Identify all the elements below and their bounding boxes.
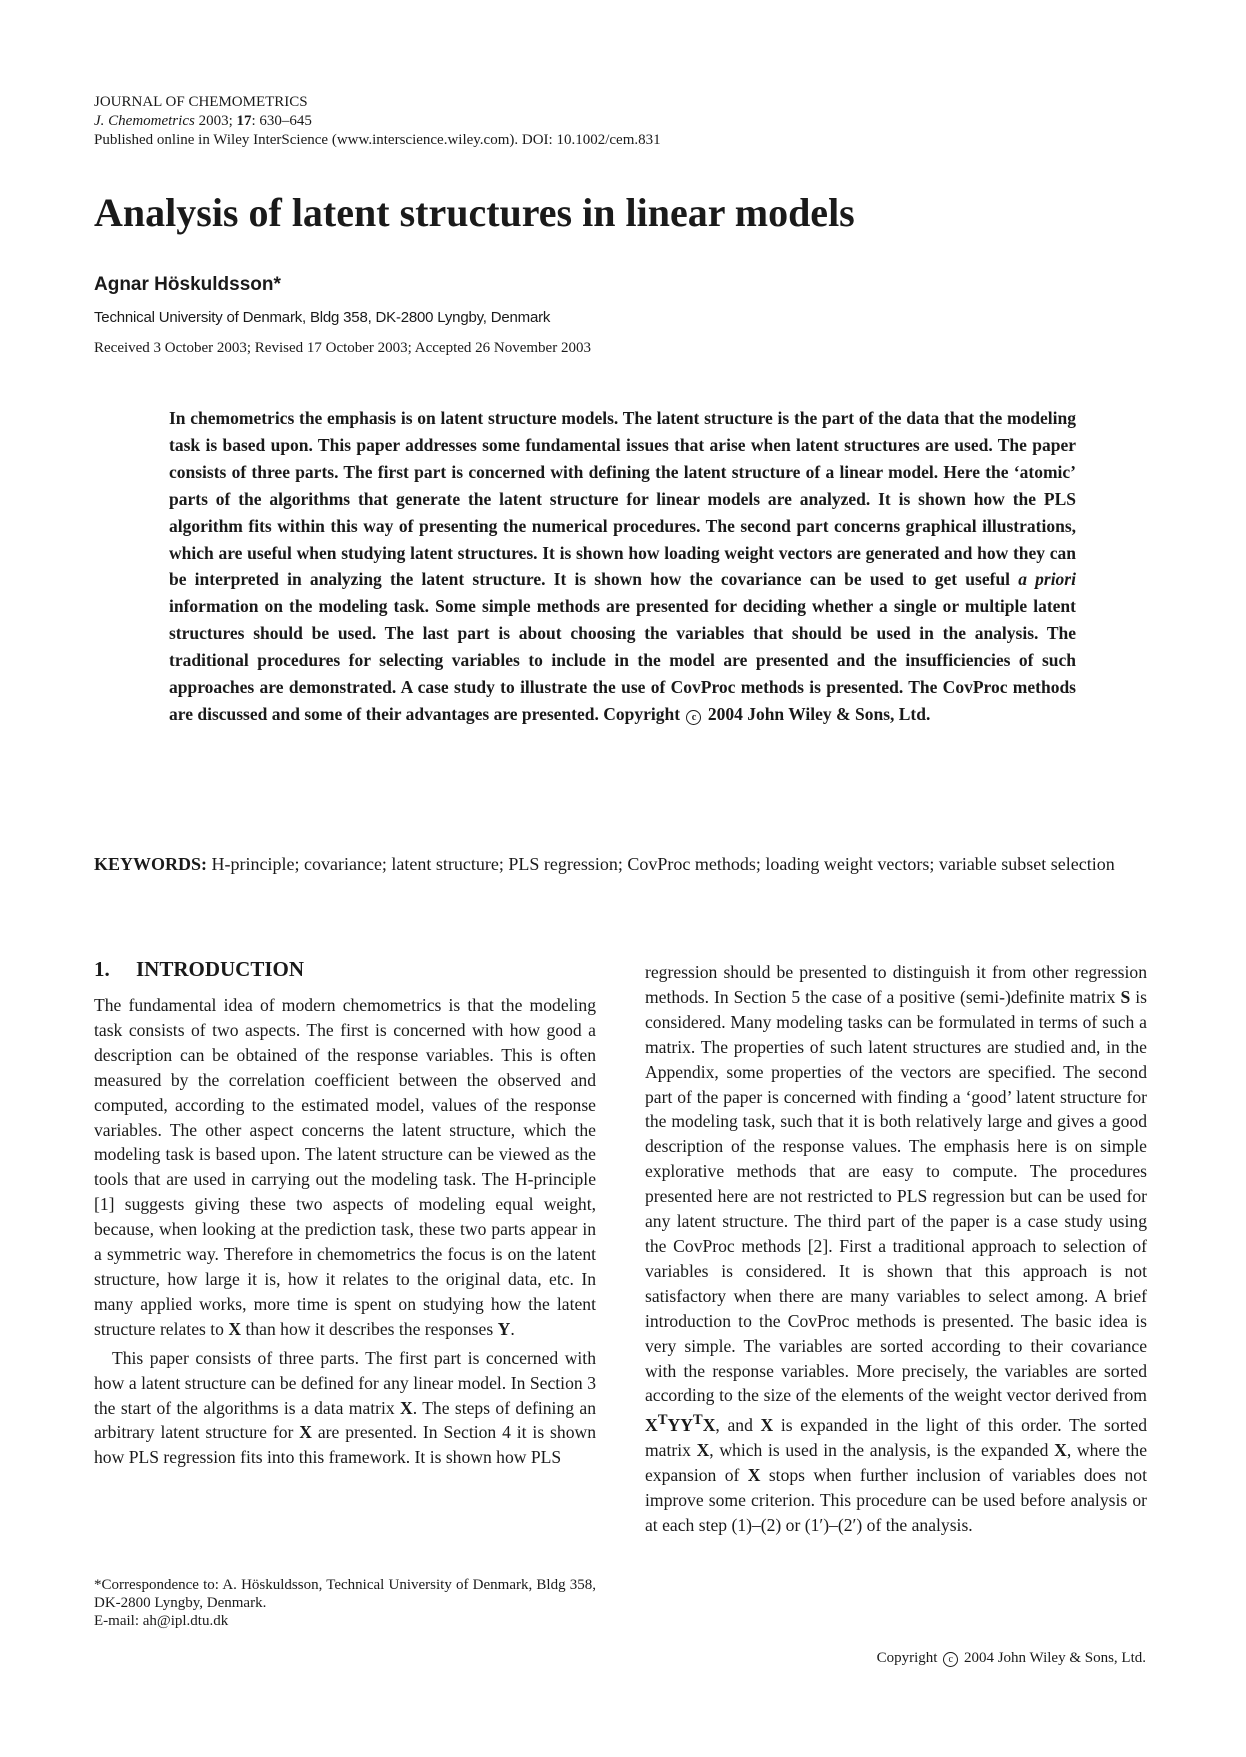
footnote-email: E-mail: ah@ipl.dtu.dk xyxy=(94,1613,229,1629)
correspondence-footnote xyxy=(94,1576,596,1630)
matrix-y: Y xyxy=(497,1318,511,1339)
abstract xyxy=(169,405,1076,728)
intro-p1-text: The fundamental idea of modern chemometrics is that the modeling task consists of two aspects. The first is concerned with how good a description can be obtained of the response variables. This is often measured by the correlation coefficient between the observed and computed, according to the estimated model, values of the response variables. The other aspect concerns the latent structure, which the modeling task is based upon. The latent structure can be viewed as the tools that are used in carrying out the modeling task. The H-principle [1] suggests giving these two aspects of modeling equal weight, because, when looking at the prediction task, these two parts appear in a symmetric way. Therefore in chemometrics the focus is on the latent structure, how large it is, how it relates to the original data, etc. In many applied works, more time is spent on studying how the latent structure relates to xyxy=(94,995,596,1339)
journal-header xyxy=(94,93,661,150)
right-column xyxy=(645,960,1147,1538)
section-number: 1. xyxy=(94,957,110,981)
abstract-text-2: information on the modeling task. Some simple methods are presented for deciding whether a single or multiple latent structures should be used. The last part is about choosing the variables that should be used in the analysis. The traditional procedures for selecting variables to include in the model are presented and the insufficiencies of such approaches are demonstrated. A case study to illustrate the use of CovProc methods is presented. The CovProc methods are discussed and some of their advantages are presented. Copyright xyxy=(169,596,1076,724)
author-name: Agnar Höskuldsson* xyxy=(94,274,281,295)
intro-p1-text-2: than how it describes the responses xyxy=(241,1318,498,1339)
section-title: INTRODUCTION xyxy=(136,957,305,981)
section-heading xyxy=(94,955,596,983)
citation-pages: : 630–645 xyxy=(251,113,312,129)
intro-p3-text-2: is considered. Many modeling tasks can be formulated in terms of such a matrix. The properties of such latent structures are studied and, in the Appendix, some properties of the vectors are specified. The second part of the paper is concerned with finding a ‘good’ latent structure for the modeling task, such that it is both relatively large and gives a good description of the response values. The emphasis here is on simple explorative methods that are easy to compute. The procedures presented here are not restricted to PLS regression but can be used for any latent structure. The third part of the paper is a case study using the CovProc methods [2]. First a traditional approach to selection of variables is considered. It is shown that this approach is not satisfactory when there are many variables to select among. A brief introduction to the CovProc methods is presented. The basic idea is very simple. The variables are sorted according to their covariance with the response variables. More precisely, the variables are sorted according to the size of the elements of the weight vector derived from xyxy=(645,986,1147,1406)
matrix-x: X xyxy=(702,1415,716,1436)
intro-p3-text-3: , and xyxy=(715,1415,761,1436)
matrix-s: S xyxy=(1120,986,1131,1007)
intro-p3-text: regression should be presented to distinguish it from other regression methods. In Section 5 the case of a positive (semi-)definite matrix xyxy=(645,962,1147,1007)
intro-p2-text: This paper consists of three parts. The first part is concerned with how a latent structure can be defined for any linear model. In Section 3 the start of the algorithms is a data matrix xyxy=(94,1347,596,1418)
journal-name: JOURNAL OF CHEMOMETRICS xyxy=(94,94,308,110)
copyright-suffix: 2004 John Wiley & Sons, Ltd. xyxy=(960,1650,1146,1666)
intro-p2-text-3: are presented. In Section 4 it is shown how PLS regression fits into this framework. It is shown how PLS xyxy=(94,1422,596,1468)
intro-paragraph-1 xyxy=(94,993,596,1342)
intro-paragraph-2-continued xyxy=(645,960,1147,1538)
left-column xyxy=(94,955,596,1470)
transpose-superscript: T xyxy=(692,1412,703,1429)
matrix-yy: YY xyxy=(667,1415,693,1436)
author-affiliation: Technical University of Denmark, Bldg 358, DK-2800 Lyngby, Denmark xyxy=(94,309,551,326)
footnote-address: *Correspondence to: A. Höskuldsson, Technical University of Denmark, Bldg 358, DK-2800 Lyngby, Denmark. xyxy=(94,1577,596,1611)
copyright-symbol-icon: c xyxy=(686,710,701,725)
matrix-x: X xyxy=(1054,1440,1067,1461)
journal-abbrev: J. Chemometrics xyxy=(94,113,195,129)
abstract-italic: a priori xyxy=(1018,569,1076,590)
abstract-text-3: 2004 John Wiley & Sons, Ltd. xyxy=(703,703,931,724)
matrix-x: X xyxy=(760,1415,774,1436)
intro-p2-text-2: . The steps of defining an arbitrary latent structure for xyxy=(94,1397,596,1443)
copyright-symbol-icon: c xyxy=(943,1652,958,1667)
received-dates: Received 3 October 2003; Revised 17 October 2003; Accepted 26 November 2003 xyxy=(94,340,591,356)
intro-p1-end: . xyxy=(510,1318,515,1339)
paper-title: Analysis of latent structures in linear models xyxy=(94,190,855,235)
citation-volume: 17 xyxy=(236,113,252,129)
intro-p3-text-6: , where the expansion of xyxy=(645,1440,1148,1485)
intro-paragraph-2 xyxy=(94,1346,596,1471)
copyright-prefix: Copyright xyxy=(876,1650,942,1666)
matrix-x: X xyxy=(747,1464,761,1485)
keywords xyxy=(94,852,1149,877)
transpose-superscript: T xyxy=(657,1412,668,1429)
matrix-x: X xyxy=(696,1440,710,1461)
matrix-x: X xyxy=(228,1318,242,1339)
citation-year: 2003; xyxy=(194,113,237,129)
journal-citation xyxy=(94,112,661,131)
keywords-label: KEYWORDS: xyxy=(94,854,208,874)
keywords-text: H-principle; covariance; latent structure; PLS regression; CovProc methods; loading weight vectors; variable subset selection xyxy=(207,854,1115,874)
intro-p3-text-5: , which is used in the analysis, is the expanded xyxy=(709,1440,1055,1461)
matrix-x: X xyxy=(645,1415,658,1436)
published-online-line: Published online in Wiley InterScience (www.interscience.wiley.com). DOI: 10.1002/cem.831 xyxy=(94,132,661,148)
intro-p3-text-7: stops when further inclusion of variables does not improve some criterion. This procedure can be used before analysis or at each step (1)–(2) or (1′)–(2′) of the analysis. xyxy=(645,1464,1147,1535)
matrix-x: X xyxy=(299,1422,312,1443)
intro-p3-text-4: is expanded in the light of this order. The sorted matrix xyxy=(645,1415,1147,1461)
matrix-x: X xyxy=(400,1397,413,1418)
page-copyright xyxy=(877,1650,1146,1667)
abstract-text-1: In chemometrics the emphasis is on latent structure models. The latent structure is the part of the data that the modeling task is based upon. This paper addresses some fundamental issues that arise when latent structures are used. The paper consists of three parts. The first part is concerned with defining the latent structure of a linear model. Here the ‘atomic’ parts of the algorithms that generate the latent structure for linear models are analyzed. It is shown how the PLS algorithm fits within this way of presenting the numerical procedures. The second part concerns graphical illustrations, which are useful when studying latent structures. It is shown how loading weight vectors are generated and how they can be interpreted in analyzing the latent structure. It is shown how the covariance can be used to get useful xyxy=(169,408,1076,590)
weight-formula xyxy=(645,1412,716,1436)
